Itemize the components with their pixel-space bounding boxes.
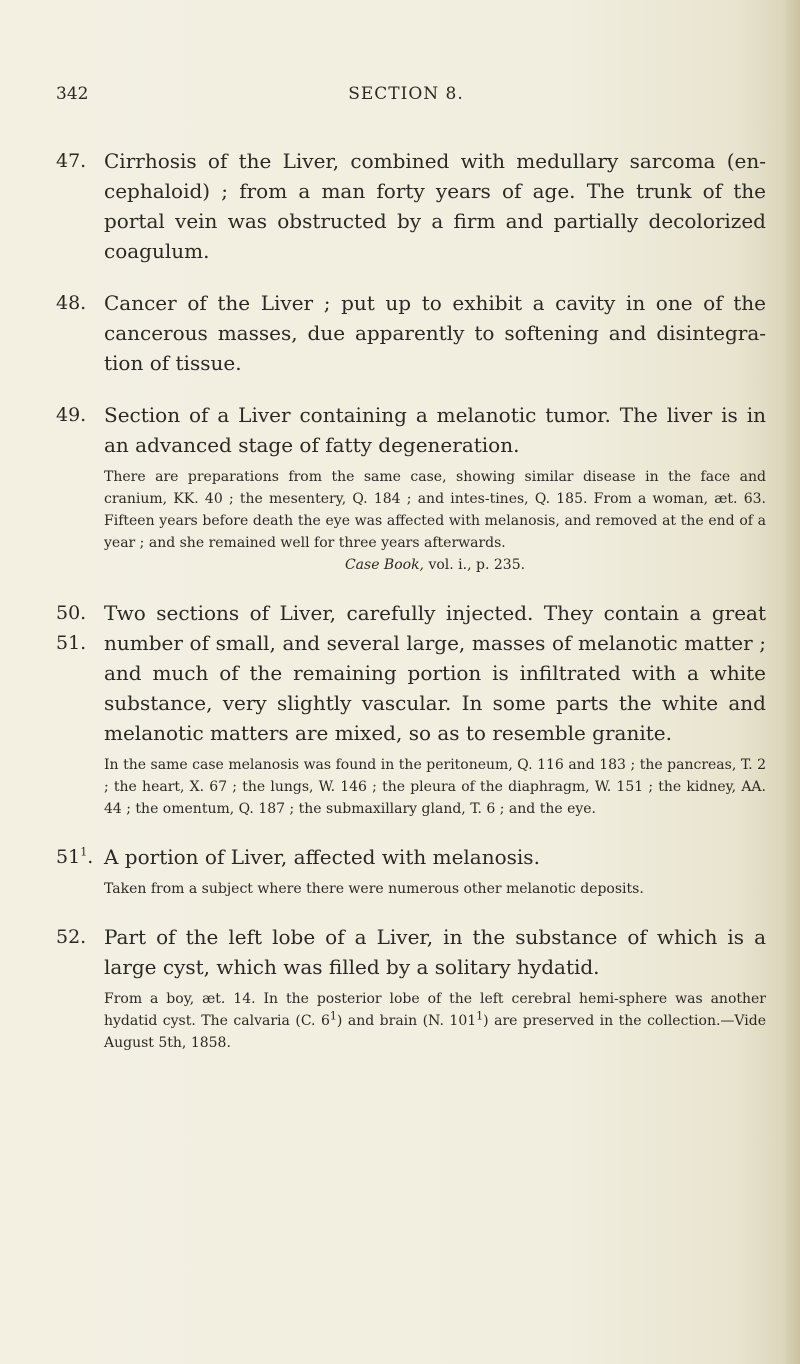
entry-note: In the same case melanosis was found in the peritoneum, Q. 116 and 183 ; the pancreas, T. 2 ; the heart, X. 67 ; the lungs, W. 146 ; the pleura of the diaphragm, W. 151 ; the kidney, AA. 44 ; the omentum, Q. 187 ; the submaxillary gland, T. 6 ; and the eye.	[104, 757, 766, 817]
entry-number: 47.	[56, 150, 87, 172]
entry-number: 49.	[56, 404, 87, 426]
entry-description: A portion of Liver, affected with melanosis.	[104, 845, 540, 869]
catalogue-entries	[56, 146, 766, 1076]
page-number: 342	[56, 84, 89, 104]
citation-source: Case Book,	[344, 557, 425, 573]
entry-citation	[104, 554, 766, 576]
entry-description: Part of the left lobe of a Liver, in the substance of which is a large cyst, which was filled by a solitary hydatid.	[104, 925, 766, 979]
entry-number: 50.	[56, 602, 87, 624]
entry-47	[56, 146, 766, 266]
entry-number: 48.	[56, 292, 87, 314]
entry-number: $51^1$.	[56, 845, 94, 868]
entry-description: Two sections of Liver, carefully injected. They contain a great number of small, and several large, masses of melanotic matter ; and much of the remaining portion is infiltrated with a white substance, very slightly vascular. In some parts the white and melanotic matters are mixed, so as to resemble granite.	[104, 601, 766, 745]
page-edge-shadow	[782, 0, 800, 1364]
entry-52	[56, 922, 766, 1054]
entry-51-1	[56, 842, 766, 900]
section-title: SECTION 8.	[348, 84, 464, 104]
entry-number: 52.	[56, 926, 87, 948]
entry-50-51	[56, 598, 766, 820]
entry-note: From a boy, æt. 14. In the posterior lobe of the left cerebral hemi-sphere was another hydatid cyst. The calvaria (C. $6^1$) and brain (N. $101^1$) are preserved in the collection.—Vide August 5th, 1858.	[104, 991, 767, 1051]
entry-note: There are preparations from the same case, showing similar disease in the face and cranium, KK. 40 ; the mesentery, Q. 184 ; and intes-tines, Q. 185. From a woman, æt. 63. Fifteen years before death the eye was affected with melanosis, and removed at the end of a year ; and she remained well for three years afterwards.	[104, 469, 766, 551]
running-head	[56, 84, 756, 110]
entry-description: Cirrhosis of the Liver, combined with medullary sarcoma (en-cephaloid) ; from a man forty years of age. The trunk of the portal vein was obstructed by a firm and partially decolorized coagulum.	[104, 149, 766, 263]
entry-48	[56, 288, 766, 378]
entry-description: Cancer of the Liver ; put up to exhibit a cavity in one of the cancerous masses, due apparently to softening and disintegra-tion of tissue.	[104, 291, 766, 375]
entry-number-second: 51.	[56, 632, 87, 654]
citation-reference: vol. i., p. 235.	[428, 557, 526, 573]
entry-description: Section of a Liver containing a melanotic tumor. The liver is in an advanced stage of fatty degeneration.	[104, 403, 766, 457]
entry-note: Taken from a subject where there were numerous other melanotic deposits.	[104, 881, 644, 897]
entry-49	[56, 400, 766, 576]
